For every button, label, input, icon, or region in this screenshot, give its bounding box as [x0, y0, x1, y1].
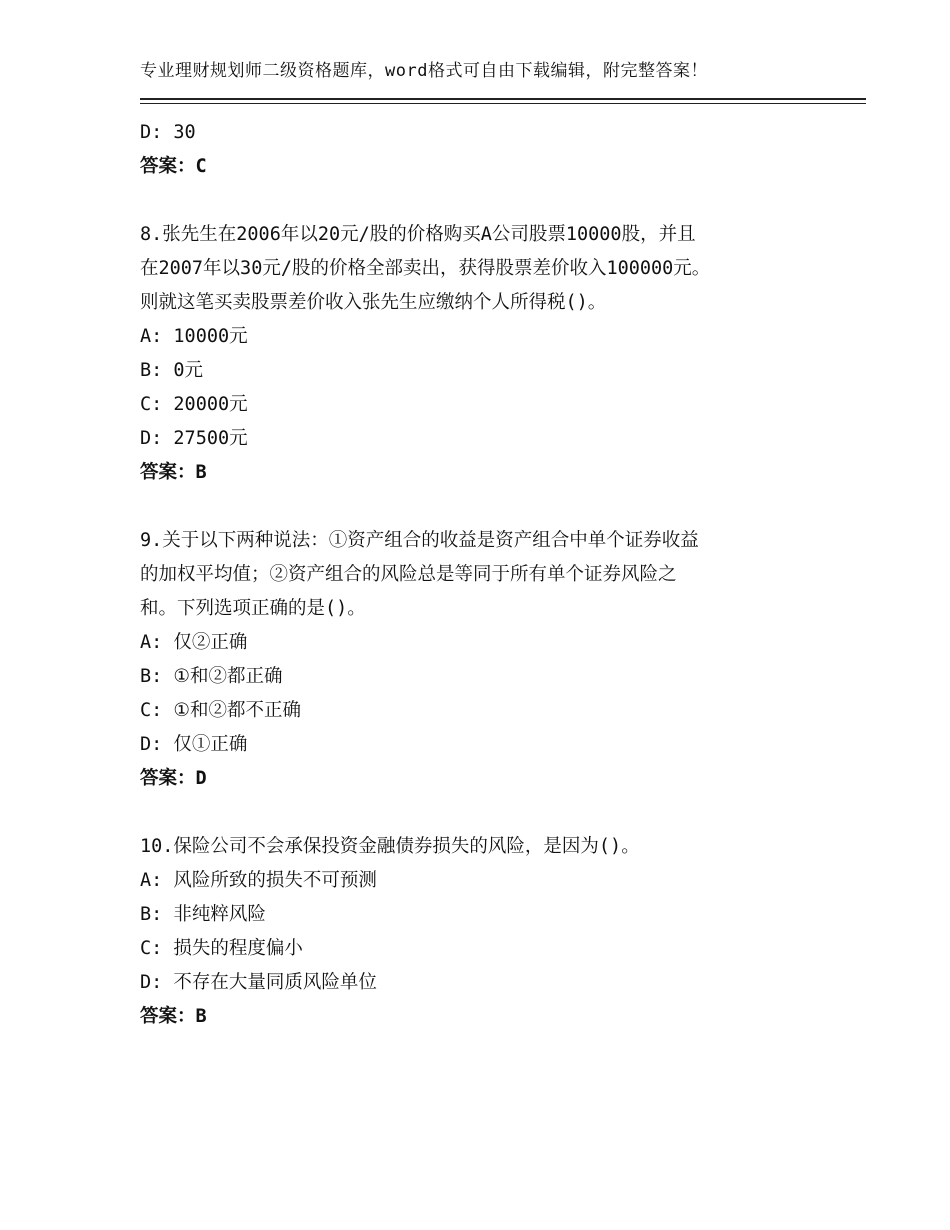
spacer	[140, 796, 840, 830]
answer-line: 答案：C	[140, 156, 207, 177]
question-stem-line: 8.张先生在2006年以20元/股的价格购买A公司股票10000股，并且	[140, 224, 696, 245]
page-header: 专业理财规划师二级资格题库，word格式可自由下载编辑，附完整答案！	[140, 61, 708, 81]
option-a: A: 仅②正确	[140, 632, 248, 653]
spacer	[140, 184, 840, 218]
option-b: B: 0元	[140, 360, 204, 381]
option-b: B: ①和②都正确	[140, 666, 283, 687]
option-b: B: 非纯粹风险	[140, 904, 266, 925]
option-d: D: 仅①正确	[140, 734, 248, 755]
option-d: D: 30	[140, 122, 196, 143]
option-a: A: 风险所致的损失不可预测	[140, 870, 377, 891]
answer-line: 答案：B	[140, 462, 207, 483]
question-stem-line: 则就这笔买卖股票差价收入张先生应缴纳个人所得税()。	[140, 292, 607, 313]
question-list	[140, 116, 840, 1034]
answer-line: 答案：B	[140, 1006, 207, 1027]
option-c: C: ①和②都不正确	[140, 700, 301, 721]
question-stem-line: 9.关于以下两种说法：①资产组合的收益是资产组合中单个证券收益	[140, 530, 699, 551]
header-rule-thin	[140, 103, 866, 104]
spacer	[140, 490, 840, 524]
option-a: A: 10000元	[140, 326, 248, 347]
question-8	[140, 218, 840, 490]
question-stem-line: 和。下列选项正确的是()。	[140, 598, 366, 619]
question-10	[140, 830, 840, 1034]
question-stem-line: 的加权平均值；②资产组合的风险总是等同于所有单个证券风险之	[140, 564, 677, 585]
header-rule-thick	[140, 98, 866, 100]
option-d: D: 27500元	[140, 428, 248, 449]
question-9	[140, 524, 840, 796]
question-stem-line: 在2007年以30元/股的价格全部卖出，获得股票差价收入100000元。	[140, 258, 711, 279]
question-stem-line: 10.保险公司不会承保投资金融债券损失的风险，是因为()。	[140, 836, 640, 857]
option-c: C: 损失的程度偏小	[140, 938, 303, 959]
answer-line: 答案：D	[140, 768, 207, 789]
option-d: D: 不存在大量同质风险单位	[140, 972, 377, 993]
option-c: C: 20000元	[140, 394, 248, 415]
